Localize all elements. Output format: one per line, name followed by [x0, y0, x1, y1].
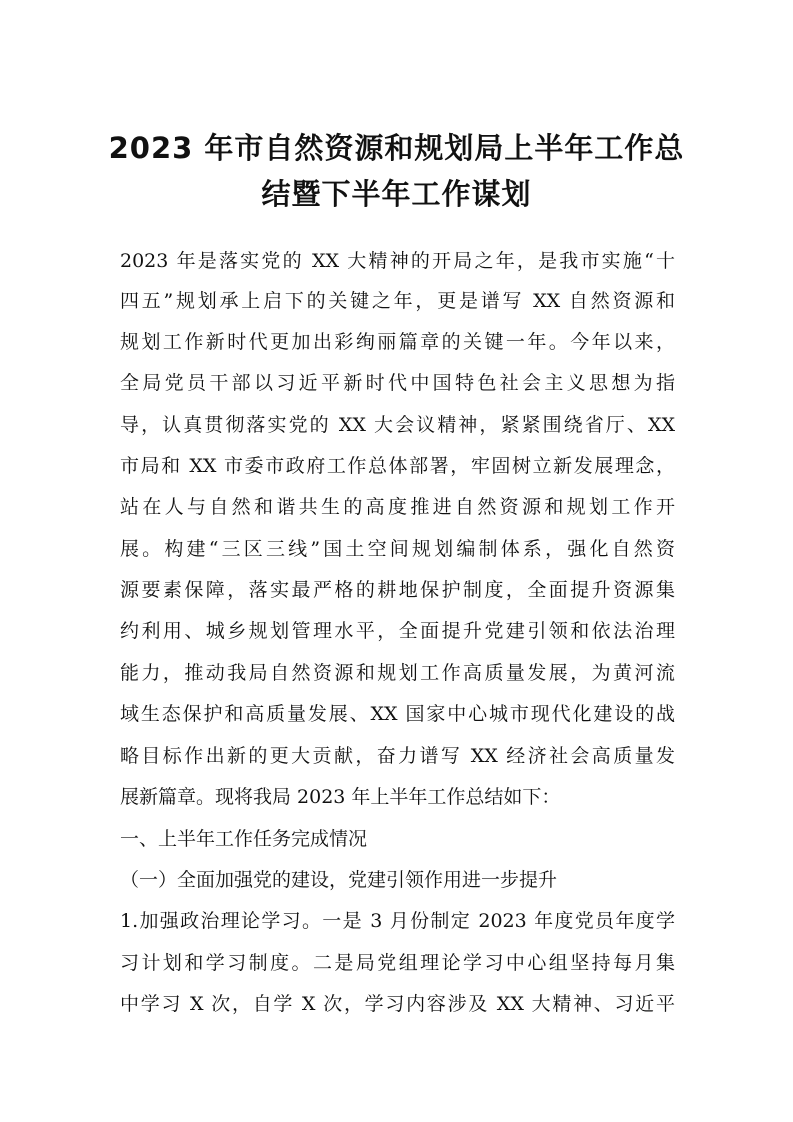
body-line: 域生态保护和高质量发展、XX 国家中心城市现代化建设的战: [120, 703, 675, 725]
body-line: 四五”规划承上启下的关键之年，更是谱写 XX 自然资源和: [120, 290, 675, 312]
document-title-line-1: 2023 年市自然资源和规划局上半年工作总: [108, 131, 685, 165]
body-line: 展新篇章。现将我局 2023 年上半年工作总结如下：: [120, 786, 561, 808]
subsection-heading-1: （一）全面加强党的建设，党建引领作用进一步提升: [120, 869, 558, 891]
body-line: 导，认真贯彻落实党的 XX 大会议精神，紧紧围绕省厅、XX: [120, 414, 675, 436]
body-line: 1.加强政治理论学习。一是 3 月份制定 2023 年度党员年度学: [120, 910, 675, 932]
section-heading-1: 一、上半年工作任务完成情况: [120, 828, 368, 850]
body-line: 能力，推动我局自然资源和规划工作高质量发展，为黄河流: [120, 662, 675, 684]
body-line: 规划工作新时代更加出彩绚丽篇章的关键一年。今年以来，: [120, 331, 675, 353]
body-line: 全局党员干部以习近平新时代中国特色社会主义思想为指: [120, 372, 675, 394]
body-line: 约利用、城乡规划管理水平，全面提升党建引领和依法治理: [120, 620, 675, 642]
body-line: 中学习 X 次，自学 X 次，学习内容涉及 XX 大精神、习近平: [120, 993, 675, 1015]
document-title-line-2: 结暨下半年工作谋划: [261, 177, 532, 211]
body-line: 习计划和学习制度。二是局党组理论学习中心组坚持每月集: [120, 952, 675, 974]
body-line: 展。构建“三区三线”国土空间规划编制体系，强化自然资: [120, 538, 675, 560]
body-line: 站在人与自然和谐共生的高度推进自然资源和规划工作开: [120, 496, 675, 518]
body-line: 源要素保障，落实最严格的耕地保护制度，全面提升资源集: [120, 579, 675, 601]
body-line: 2023 年是落实党的 XX 大精神的开局之年，是我市实施“十: [120, 250, 675, 272]
body-line: 市局和 XX 市委市政府工作总体部署，牢固树立新发展理念，: [120, 455, 675, 477]
body-line: 略目标作出新的更大贡献，奋力谱写 XX 经济社会高质量发: [120, 745, 675, 767]
